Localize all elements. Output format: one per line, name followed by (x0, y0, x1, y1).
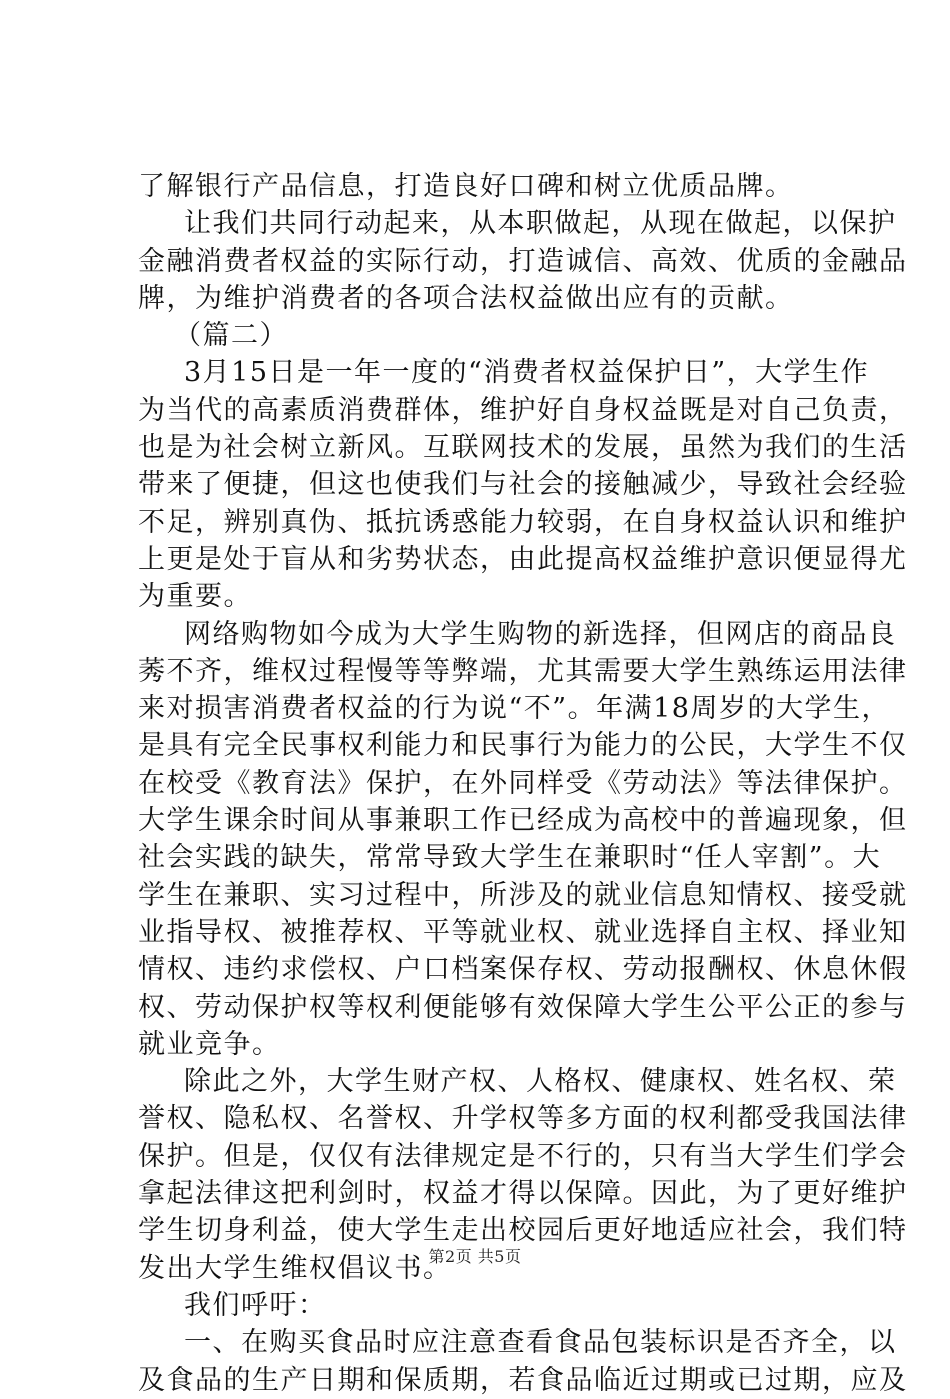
text-line: 在校受《教育法》保护，在外同样受《劳动法》等法律保护。 (138, 767, 908, 799)
text-line: 学生切身利益，使大学生走出校园后更好地适应社会，我们特 (138, 1215, 908, 1247)
text-line: 了解银行产品信息，打造良好口碑和树立优质品牌。 (138, 171, 794, 202)
page-number-footer: 第2页 共5页 (428, 1247, 522, 1266)
text-line: 金融消费者权益的实际行动，打造诚信、高效、优质的金融品 (138, 245, 908, 277)
text-line: 情权、违约求偿权、户口档案保存权、劳动报酬权、休息休假 (138, 954, 908, 986)
paragraph-start-line: 网络购物如今成为大学生购物的新选择，但网店的商品良 (184, 618, 897, 650)
text-line: 就业竞争。 (138, 1028, 281, 1060)
text-line: 不足，辨别真伪、抵抗诱惑能力较弱，在自身权益认识和维护 (138, 506, 908, 538)
paragraph-start-line: 一、在购买食品时应注意查看食品包装标识是否齐全，以 (184, 1327, 897, 1359)
text-line: 及食品的生产日期和保质期，若食品临近过期或已过期，应及 (138, 1364, 908, 1396)
paragraph-start-line: 让我们共同行动起来，从本职做起，从现在做起，以保护 (184, 208, 897, 240)
text-line: 誉权、隐私权、名誉权、升学权等多方面的权利都受我国法律 (138, 1103, 908, 1135)
text-line: 带来了便捷，但这也使我们与社会的接触减少，导致社会经验 (138, 469, 908, 501)
text-line: 发出大学生维权倡议书。 (138, 1252, 452, 1284)
text-line: 为当代的高素质消费群体，维护好自身权益既是对自己负责， (138, 394, 908, 426)
text-line: 权、劳动保护权等权利便能够有效保障大学生公平公正的参与 (138, 991, 908, 1023)
text-line: 上更是处于盲从和劣势状态，由此提高权益维护意识便显得尤 (138, 543, 908, 575)
text-line: 拿起法律这把利剑时，权益才得以保障。因此，为了更好维护 (138, 1178, 908, 1210)
text-line: 牌，为维护消费者的各项合法权益做出应有的贡献。 (138, 282, 794, 314)
text-line: 大学生课余时间从事兼职工作已经成为高校中的普遍现象，但 (138, 805, 908, 837)
document-body (138, 168, 908, 1399)
paragraph-start-line: 我们呼吁： (184, 1289, 327, 1321)
paragraph-start-line: 除此之外，大学生财产权、人格权、健康权、姓名权、荣 (184, 1066, 897, 1098)
text-line: 保护。但是，仅仅有法律规定是不行的，只有当大学生们学会 (138, 1140, 908, 1172)
text-line: 来对损害消费者权益的行为说“不”。年满18周岁的大学生， (138, 693, 890, 725)
text-line: 莠不齐，维权过程慢等等弊端，尤其需要大学生熟练运用法律 (138, 655, 908, 687)
section-heading: （篇二） (174, 320, 288, 352)
text-line: 社会实践的缺失，常常导致大学生在兼职时“任人宰割”。大 (138, 842, 882, 874)
text-line: 是具有完全民事权利能力和民事行为能力的公民，大学生不仅 (138, 730, 908, 762)
text-line: 业指导权、被推荐权、平等就业权、就业选择自主权、择业知 (138, 916, 908, 948)
paragraph-start-line: 3月15日是一年一度的“消费者权益保护日”，大学生作 (184, 357, 870, 389)
text-line: 也是为社会树立新风。互联网技术的发展，虽然为我们的生活 (138, 432, 908, 464)
text-line: 为重要。 (138, 581, 252, 613)
text-line: 学生在兼职、实习过程中，所涉及的就业信息知情权、接受就 (138, 879, 908, 911)
